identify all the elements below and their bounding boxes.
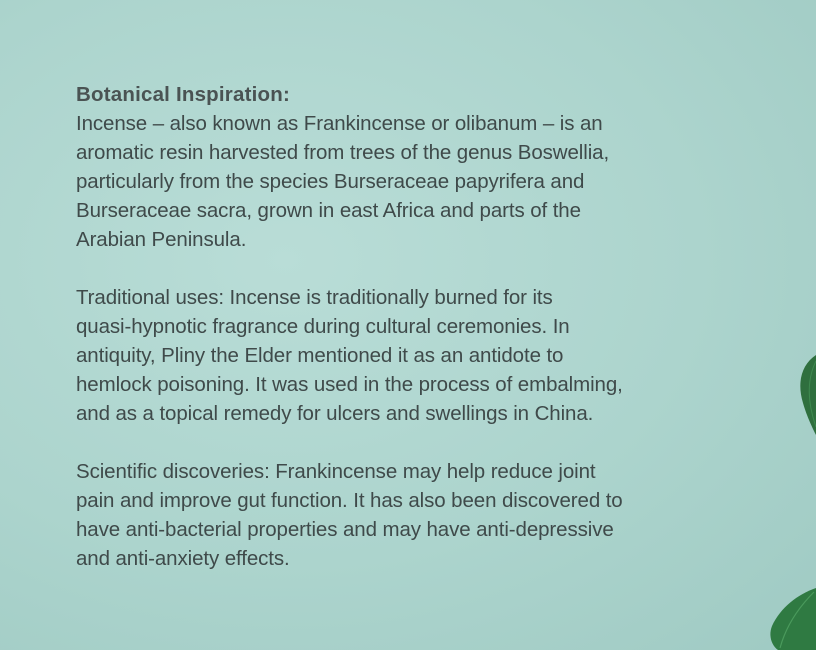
paragraph-scientific-discoveries — [76, 457, 756, 573]
text-block — [76, 80, 756, 602]
panel-heading: Botanical Inspiration: — [76, 83, 290, 106]
text-line: particularly from the species Burseraceae papyrifera and — [76, 170, 585, 193]
text-line: antiquity, Pliny the Elder mentioned it as an antidote to — [76, 344, 564, 367]
text-line: have anti-bacterial properties and may have anti-depressive — [76, 518, 614, 541]
text-line: pain and improve gut function. It has also been discovered to — [76, 489, 623, 512]
text-line: Incense – also known as Frankincense or olibanum – is an — [76, 112, 603, 135]
paragraph-traditional-uses — [76, 283, 756, 428]
text-line: and anti-anxiety effects. — [76, 547, 290, 570]
text-line: quasi-hypnotic fragrance during cultural ceremonies. In — [76, 315, 570, 338]
text-line: Burseraceae sacra, grown in east Africa and parts of the — [76, 199, 581, 222]
text-line: Arabian Peninsula. — [76, 228, 247, 251]
text-line: Scientific discoveries: Frankincense may help reduce joint — [76, 460, 596, 483]
leaf-illustration-upper — [795, 355, 816, 435]
leaf-illustration-lower — [768, 588, 816, 650]
text-line: Traditional uses: Incense is traditionally burned for its — [76, 286, 553, 309]
paragraph-botanical — [76, 109, 756, 254]
text-line: aromatic resin harvested from trees of the genus Boswellia, — [76, 141, 610, 164]
text-line: and as a topical remedy for ulcers and swellings in China. — [76, 402, 594, 425]
text-line: hemlock poisoning. It was used in the process of embalming, — [76, 373, 623, 396]
